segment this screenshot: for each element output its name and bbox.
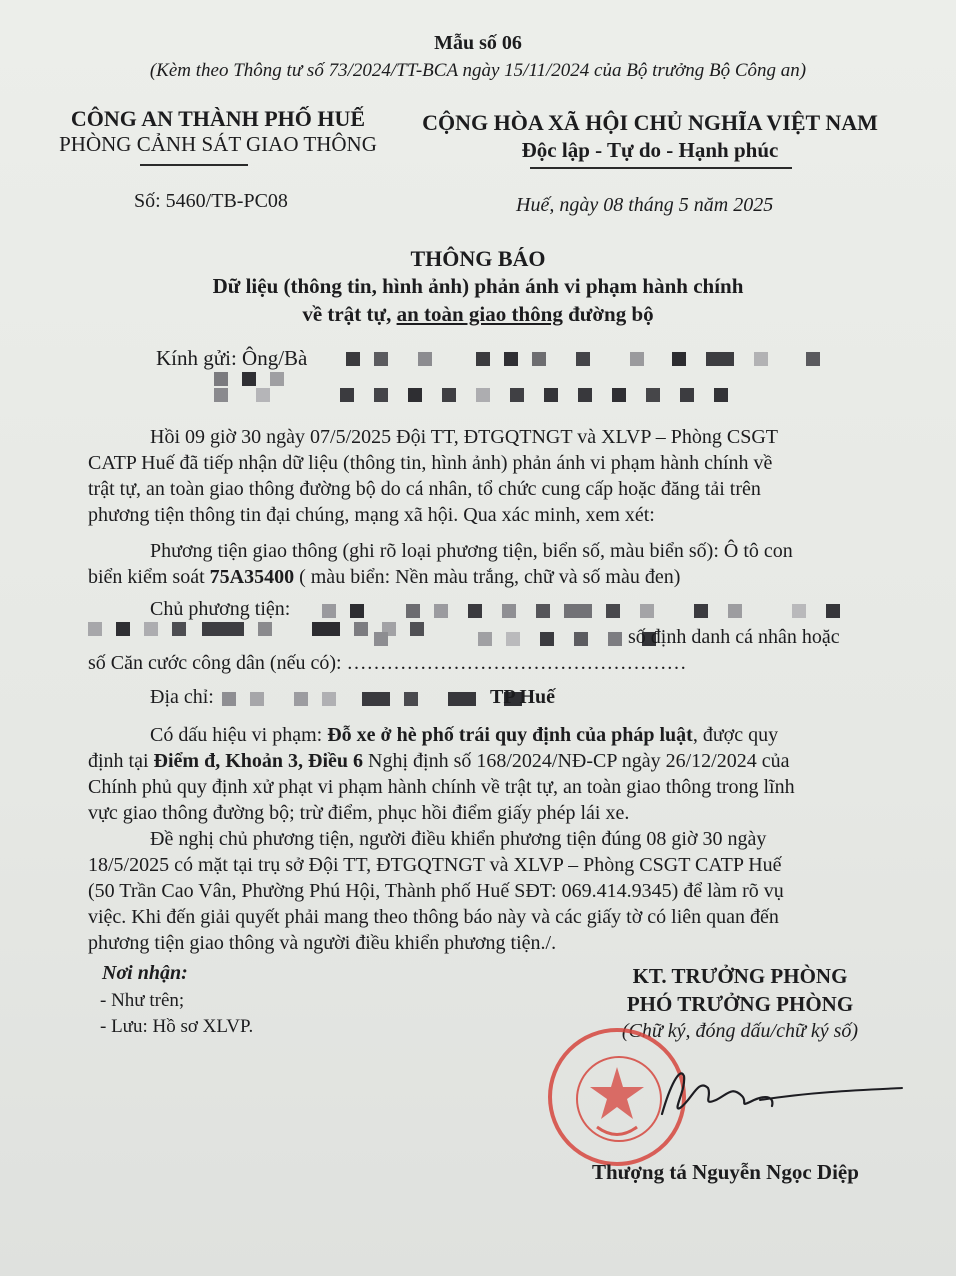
signature-title-1: KT. TRƯỞNG PHÒNG [632, 964, 848, 988]
license-plate: 75A35400 [209, 566, 295, 588]
request-line1: Đề nghị chủ phương tiện, người điều khiển phương tiện đúng 08 giờ 30 ngày [150, 828, 767, 850]
body-p1-line1: Hồi 09 giờ 30 ngày 07/5/2025 Đội TT, ĐTGQTNGT và XLVP – Phòng CSGT [150, 426, 778, 448]
violation-legal-ref: Điểm đ, Khoản 3, Điều 6 [153, 750, 364, 772]
citizen-id-line: số Căn cước công dân (nếu có): …………………………………………… [88, 652, 687, 674]
body-p1-line4: phương tiện thông tin đại chúng, mạng xã hội. Qua xác minh, xem xét: [88, 504, 655, 526]
request-line4: việc. Khi đến giải quyết phải mang theo thông báo này và các giấy tờ có liên quan đến [88, 906, 779, 928]
address-label: Địa chỉ: [150, 686, 214, 708]
notice-title: THÔNG BÁO [410, 246, 546, 271]
vehicle-line2 [88, 566, 680, 589]
recipient-redacted-1 [346, 352, 820, 366]
owner-redacted-1 [322, 604, 840, 618]
issuer-divider [140, 164, 248, 166]
violation-prefix: Có dấu hiệu vi phạm: [150, 724, 323, 746]
request-line2: 18/5/2025 có mặt tại trụ sở Đội TT, ĐTGQTNGT và XLVP – Phòng CSGT CATP Huế [88, 854, 782, 876]
body-p1-line2: CATP Huế đã tiếp nhận dữ liệu (thông tin, hình ảnh) phản ánh vi phạm hành chính về [88, 452, 773, 474]
place-date: Huế, ngày 08 tháng 5 năm 2025 [516, 194, 774, 216]
subtitle-prefix: về trật tự, [302, 302, 392, 326]
issuer-dept: PHÒNG CẢNH SÁT GIAO THÔNG [59, 132, 377, 156]
request-line3: (50 Trần Cao Vân, Phường Phú Hội, Thành phố Huế SĐT: 069.414.9345) để làm rõ vụ [88, 880, 784, 902]
form-reference: (Kèm theo Thông tư số 73/2024/TT-BCA ngày 15/11/2024 của Bộ trưởng Bộ Công an) [149, 60, 807, 81]
subtitle-suffix: đường bộ [568, 302, 654, 326]
subtitle-underlined: an toàn giao thông [396, 302, 563, 326]
violation-line2 [88, 750, 789, 773]
owner-tail: số định danh cá nhân hoặc [628, 626, 840, 648]
motto-underline [530, 167, 792, 169]
violation-line1 [150, 724, 778, 747]
signer-name: Thượng tá Nguyễn Ngọc Diệp [592, 1160, 859, 1184]
owner-redacted-3 [374, 632, 656, 646]
address-redacted [222, 692, 522, 706]
signature-note: (Chữ ký, đóng dấu/chữ ký số) [621, 1020, 859, 1042]
notice-subtitle-1: Dữ liệu (thông tin, hình ảnh) phản ánh vi phạm hành chính [212, 274, 744, 298]
vehicle-suffix: ( màu biển: Nền màu trắng, chữ và số màu đen) [299, 566, 681, 588]
signature-title-2: PHÓ TRƯỞNG PHÒNG [626, 992, 854, 1016]
violation-line3: Chính phủ quy định xử phạt vi phạm hành chính về trật tự, an toàn giao thông trong lĩnh [88, 776, 795, 798]
owner-label: Chủ phương tiện: [150, 598, 291, 620]
violation-line4: vực giao thông đường bộ; trừ điểm, phục hồi điểm giấy phép lái xe. [88, 802, 630, 824]
nation-name: CỘNG HÒA XÃ HỘI CHỦ NGHĨA VIỆT NAM [422, 110, 878, 135]
document-number: Số: 5460/TB-PC08 [134, 190, 288, 212]
recipient-redacted-3 [214, 388, 728, 402]
handwritten-signature [650, 1056, 910, 1126]
violation-bold: Đỗ xe ở hè phố trái quy định của pháp luật [327, 724, 693, 746]
vehicle-prefix: biển kiểm soát [88, 566, 205, 588]
vehicle-line1: Phương tiện giao thông (ghi rõ loại phương tiện, biển số, màu biển số): Ô tô con [150, 540, 793, 562]
violation-l2-prefix: định tại [88, 750, 149, 772]
nation-motto: Độc lập - Tự do - Hạnh phúc [521, 138, 779, 162]
recipient-redacted-2 [214, 372, 284, 386]
receivers-label: Nơi nhận: [102, 962, 188, 984]
violation-suffix: , được quy [692, 724, 779, 746]
body-p1-line3: trật tự, an toàn giao thông đường bộ do cá nhân, tổ chức cung cấp hoặc đăng tải trên [88, 478, 761, 500]
issuer-org: CÔNG AN THÀNH PHỐ HUẾ [70, 106, 366, 131]
notice-subtitle-2 [0, 302, 956, 327]
receiver-item-1: - Như trên; [100, 990, 185, 1011]
violation-l2-suffix: Nghị định số 168/2024/NĐ-CP ngày 26/12/2024 của [368, 750, 790, 772]
receiver-item-2: - Lưu: Hồ sơ XLVP. [100, 1016, 254, 1037]
request-line5: phương tiện giao thông và người điều khiển phương tiện./. [88, 932, 557, 954]
recipient-label: Kính gửi: Ông/Bà [156, 346, 308, 370]
address-tail: TP Huế [490, 686, 556, 708]
form-number: Mẫu số 06 [434, 32, 522, 54]
